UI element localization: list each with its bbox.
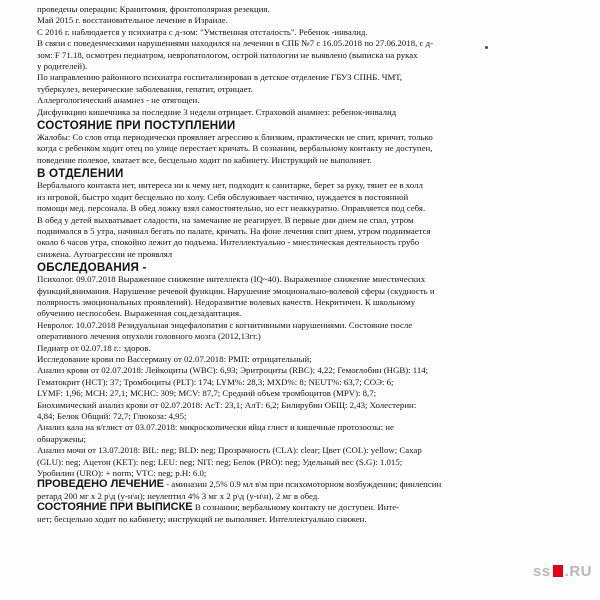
text-line: Вербального контакта нет, интереса ни к чему нет, подходит к санитарке, берет за руку, тянет ее в холл — [37, 180, 423, 191]
text-line: В связи с поведенческими нарушениями находился на лечении в СПБ №7 с 16.05.2018 по 27.06.2018, с д- — [37, 38, 434, 49]
text-line: Биохимический анализ крови от 02.07.2018: АсТ: 23,1; АлТ: 6,2; Билирубин ОБЩ: 2,43; Холестерин: — [37, 399, 417, 410]
text-line: обучению неспособен. Выраженная соц.дезадаптация. — [37, 308, 242, 319]
text-line: Анализ кала на я/глист от 03.07.2018: микроскопически яйца глист и кишечные протозоозы: не — [37, 422, 394, 433]
text-line: В обед у детей выхватывает сладости, на замечание не реагирует. В первые дни днем не спал, утром — [37, 214, 414, 225]
section-heading-exams: ОБСЛЕДОВАНИЯ - — [37, 261, 147, 275]
text-line: из игровой, быстро ходит бесцельно по холу. Себя обслуживает частично, нуждается в постоянной — [37, 191, 409, 202]
text-line: Психолог. 09.07.2018 Выраженное снижение интеллекта (IQ~40). Выраженное снижение мнестических — [37, 274, 426, 285]
text-line: Невролог. 10.07.2018 Резидуальная энцефалопатия с когнитивными нарушениями. Состояние после — [37, 319, 413, 330]
text-line: зом: F 71.18, осмотрен педиатром, невропатологом, острой патологии не выявлено (выписка на руках — [37, 49, 418, 60]
text-line: По направлению районного психиатра госпитализирован в детское отделение ГБУЗ СПНБ. ЧМТ, — [37, 72, 402, 83]
text-line: Анализ крови от 02.07.2018: Лейкоциты (WBC): 6,93; Эритроциты (RBC): 4,22; Гемоглобин (HGB): 114; — [37, 365, 429, 376]
text-line: функций,внимания. Нарушение речевой функции. Нарушение эмоционально-волевой сферы (скудность и — [37, 285, 435, 296]
document-page — [37, 4, 585, 525]
text-line: снижена. Аутоагрессии не проявлял — [37, 248, 173, 259]
text-line: поведение полевое, хватает все, бесцельно ходит по кабинету. Инструкций не выполняет. — [37, 154, 372, 165]
text-line: С 2016 г. наблюдается у психиатра с д-зом: "Умственная отсталость". Ребенок -инвалид. — [37, 26, 368, 37]
text-line: ретард 200 мг х 2 р\д (у-н\н); неулептил 4% 3 мг х 2 р\д (у-н\н), 2 мг в обед. — [37, 490, 320, 501]
text-line: Педиатр от 02.07.18 г.: здоров. — [37, 342, 151, 353]
text-line: Исследование крови по Вассерману от 02.07.2018: РМП: отрицательный; — [37, 353, 312, 364]
section-heading-admission: СОСТОЯНИЕ ПРИ ПОСТУПЛЕНИИ — [37, 119, 236, 133]
site-watermark — [533, 563, 592, 580]
watermark-logo-icon — [553, 565, 563, 577]
text-line: LYMF: 1,96; MCH: 27,1; MCHC: 309; MCV: 87,7; Средний объем тромбоцитов (MPV): 8,7; — [37, 388, 377, 399]
text-line: помощи мед. персонала. В обед ложку взял самостоятельно, но ест неаккуратно. Оправляется под себя. — [37, 203, 426, 214]
section-heading-ward: В ОТДЕЛЕНИИ — [37, 167, 124, 181]
text-line: нет; бесцельно ходит по кабинету; инструкций не выполняет. Интеллектуально снижен. — [37, 513, 367, 524]
text-line: оперативного лечения опухоли головного мозга (2012,13гг.) — [37, 331, 261, 342]
text-line: Май 2015 г. восстановительное лечение в Израиле. — [37, 15, 228, 26]
text-line: Уробилин (URO): + norm; VTC: neg; p.H: 6.0; — [37, 468, 207, 479]
text-line: (GLU): neg; Ацетон (KET): neg; LEU: neg; NIT: neg; Белок (PRO): neg; Удельный вес (S.G): 1.015; — [37, 456, 403, 467]
discharge-line — [37, 502, 585, 513]
watermark-right: .RU — [564, 563, 592, 580]
text-line: Анализ мочи от 13.07.2018: BIL: neg; BLD: neg; Прозрачность (CLA): clear; Цвет (COL): yellow; Сахар — [37, 445, 422, 456]
text-line: полярность эмоциональных проявлений). Недоразвитие волевых качеств. Некритичен. К школьному — [37, 296, 416, 307]
watermark-left: ss — [532, 563, 551, 580]
treatment-line — [37, 479, 585, 490]
text-line: туберкулез, венерические заболевания, гепатит, отрицает. — [37, 83, 253, 94]
section-heading-treatment: ПРОВЕДЕНО ЛЕЧЕНИЕ — [37, 478, 164, 491]
text-line: около 6 часов утра, спокойно лежит до подъема. Интеллектуально - мнестическая деятельность грубо — [37, 237, 420, 248]
text-line: у родителей). — [37, 61, 88, 72]
text-line: Гематокрит (HCT): 37; Тромбоциты (PLT): 174; LYM%: 28,3; MXD%: 8; NEUT%: 63,7; СОЭ: 6; — [37, 376, 394, 387]
text-line: поднимался в 5 утра, начинал бегать по палате, кричать. На фоне лечения спит днем, утром поднимается — [37, 225, 431, 236]
section-heading-discharge: СОСТОЯНИЕ ПРИ ВЫПИСКЕ — [37, 501, 193, 514]
treatment-text: - аминазин 2,5% 0.9 мл в\м при психомоторном возбуждении; финлепсин — [163, 479, 442, 490]
text-line: Жалобы: Со слов отца периодически проявляет агрессию к близким, практически не спит, кричит, только — [37, 132, 433, 143]
text-line: 4,84; Белок Общий: 72,7; Глюкоза: 4,95; — [37, 411, 187, 421]
text-line: Дисфункцию кишечника за последние 3 недели отрицает. Страховой анамнез: ребенок-инвалид — [37, 106, 397, 117]
text-line: Аллергологический анамнез - не отягощен. — [37, 95, 200, 106]
ink-dot — [485, 46, 488, 49]
text-line: проведены операции: Кранитомия, фронтополярная резекция. — [37, 4, 270, 14]
text-line: когда с ребенком ходит отец по улице перестает кричать. В сознании, вербальному контакту не доступен, — [37, 143, 433, 154]
discharge-text: В сознании; вербальному контакту не доступен. Инте- — [192, 502, 400, 513]
text-line: обнаружены; — [37, 433, 86, 444]
